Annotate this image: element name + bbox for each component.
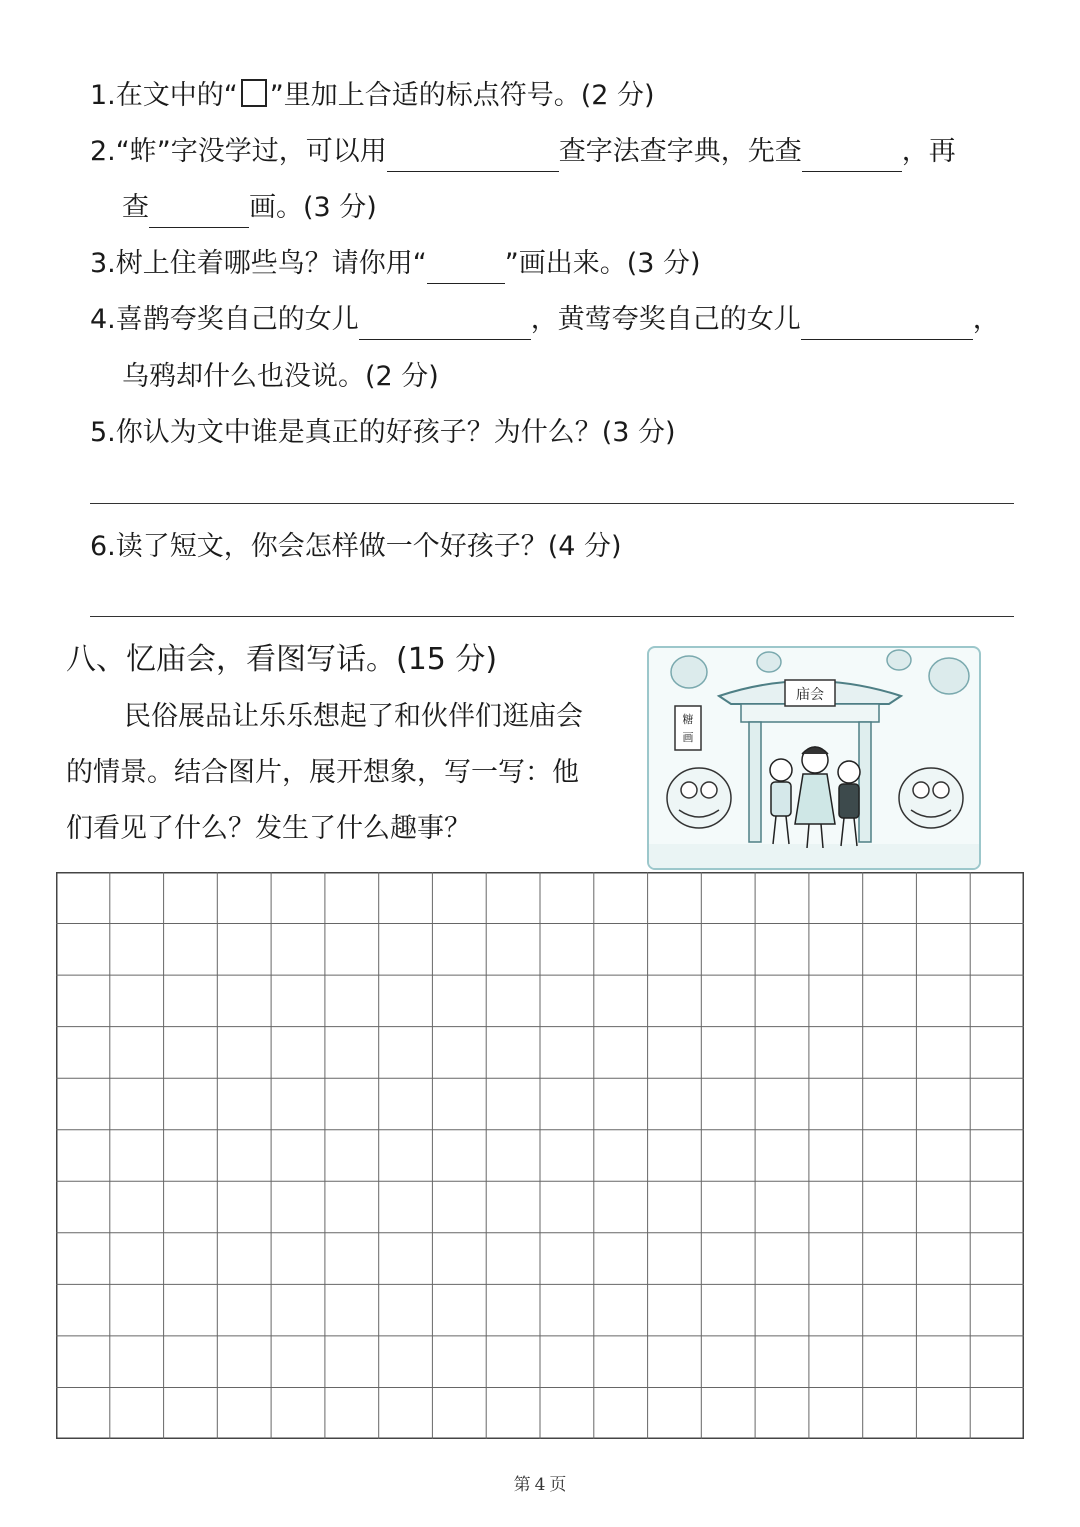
question-4-text-d: 乌鸦却什么也没说。(2 分)	[122, 361, 439, 392]
question-2-text-a: 2.“蚱”字没学过，可以用	[90, 136, 387, 167]
blank-stroke-count[interactable]	[149, 197, 249, 228]
question-4-text-b: ，黄莺夸奖自己的女儿	[530, 304, 801, 335]
question-3-text-b: ”画出来。(3 分)	[504, 248, 701, 279]
question-6-text: 6.读了短文，你会怎样做一个好孩子？(4 分)	[90, 531, 622, 562]
question-1-suffix: ”里加上合适的标点符号。(2 分)	[269, 80, 655, 111]
prompt-line-1: 民俗展品让乐乐想起了和伙伴们逛庙会	[124, 701, 583, 732]
blank-lookup-method[interactable]	[387, 141, 559, 172]
question-2-text-d: 查	[122, 192, 149, 223]
blank-first-lookup[interactable]	[802, 141, 902, 172]
punctuation-box	[241, 79, 267, 107]
footer-prefix: 第	[513, 1475, 531, 1495]
temple-fair-illustration	[649, 648, 979, 868]
blank-magpie-praise[interactable]	[359, 309, 531, 340]
sign-text: 庙会	[796, 687, 824, 703]
answer-line-q5[interactable]	[90, 503, 1014, 504]
writing-grid[interactable]	[56, 872, 1024, 1439]
question-4-continued	[122, 357, 439, 397]
banner-text-2: 画	[682, 731, 694, 744]
question-2-text-b: 查字法查字典，先查	[558, 136, 802, 167]
question-2	[90, 132, 956, 172]
question-1	[90, 76, 655, 116]
question-3-text-a: 3.树上住着哪些鸟？请你用“	[90, 248, 427, 279]
question-4-text-a: 4.喜鹊夸奖自己的女儿	[90, 304, 359, 335]
underline-sample	[427, 253, 505, 284]
question-5-text: 5.你认为文中谁是真正的好孩子？为什么？(3 分)	[90, 417, 676, 448]
temple-fair-picture	[647, 646, 981, 870]
blank-oriole-praise[interactable]	[801, 309, 973, 340]
question-5	[90, 413, 676, 453]
question-2-continued	[122, 188, 377, 228]
prompt-line-3: 们看见了什么？发生了什么趣事？	[66, 813, 471, 844]
section-8-title: 八、忆庙会，看图写话。(15 分)	[66, 642, 498, 677]
question-4-text-c: ，	[972, 304, 1000, 335]
question-2-text-c: ，再	[901, 136, 956, 167]
banner-text-1: 糖	[682, 713, 694, 726]
question-4	[90, 300, 1000, 340]
question-2-text-e: 画。(3 分)	[249, 192, 377, 223]
page-footer	[0, 1470, 1080, 1495]
prompt-line-2: 的情景。结合图片，展开想象，写一写：他	[66, 757, 579, 788]
question-3	[90, 244, 701, 284]
footer-suffix: 页	[549, 1475, 567, 1495]
page-number: 4	[534, 1475, 546, 1495]
question-6	[90, 527, 622, 567]
question-1-prefix: 1.在文中的“	[90, 80, 238, 111]
answer-line-q6[interactable]	[90, 616, 1014, 617]
